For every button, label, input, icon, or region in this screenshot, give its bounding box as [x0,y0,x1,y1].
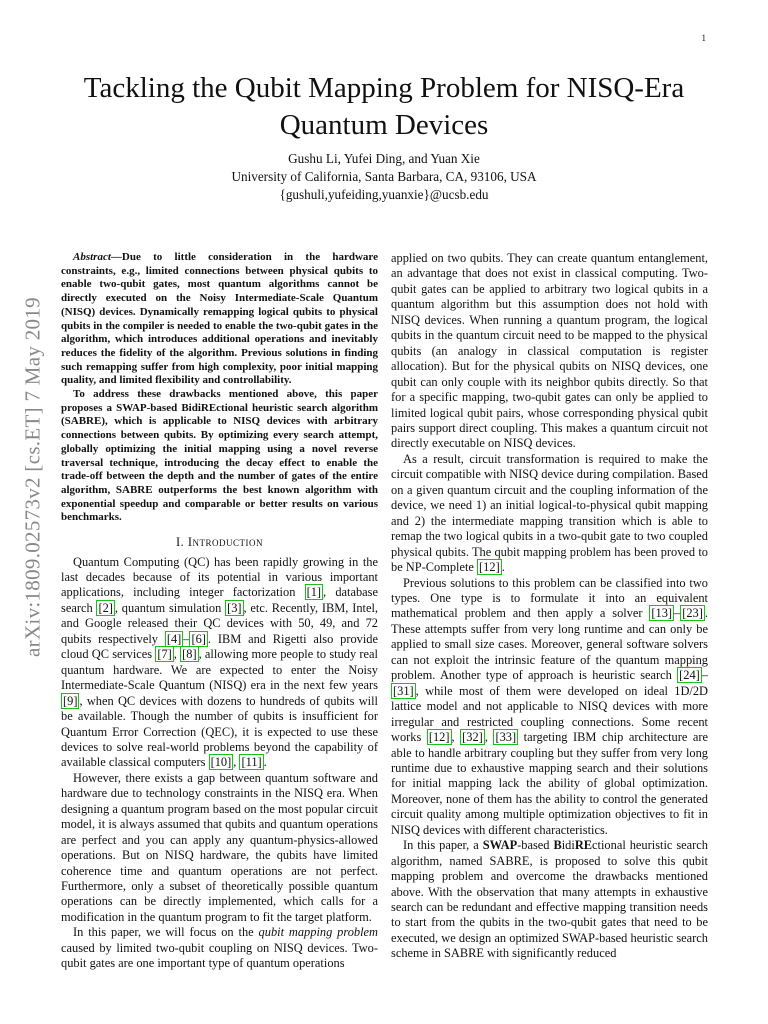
title-line-1: Tackling the Qubit Mapping Problem for NISQ-Era [83,72,685,104]
citation-link[interactable]: [12] [479,560,500,575]
citation-link[interactable]: [24] [679,668,700,683]
right-paragraph-3: Previous solutions to this problem can be classified into two types. One type is to formulate it into an equivalent mathematical problem and then apply a solver [13] – [23] . These attempts suffer from very long runtime and can only be applied to small size cases. Moreover, general software solvers can not exploit the intrinsic feature of the quantum mapping problem. Another type of approach is heuristic search [24] –[31] , while most of them were developed on ideal 1D/2D lattice model and not applicable to NISQ devices with more irregular and restricted coupling connections. Some recent works [12] , [32] , [33] targeting IBM chip architecture are able to handle arbitrary coupling but they suffer from very long runtime due to exhaustive mapping search and their solutions for initial mapping lack the ability of global optimization. Moreover, none of them has the ability to control the generated circuit quality among multiple optimization objectives to fit in NISQ devices with different characteristics. [391,575,709,837]
right-paragraph-4: In this paper, a SWAP-based BidiREctional heuristic search algorithm, named SABRE, is proposed to solve this qubit mapping problem and overcome the drawbacks mentioned above. With the observation that many attempts in exhaustive search can be redundant and effective mapping transition needs to start from the qubits in the two-qubit gates that need to be executed, we design an optimized SWAP-based heuristic search scheme in SABRE with significantly reduced [391,838,709,961]
intro-paragraph-3: In this paper, we will focus on the qubit mapping problem caused by limited two-qubit coupling on NISQ devices. Two-qubit gates are one important type of quantum operations [61,925,378,971]
section-title: Introduction [187,535,263,550]
right-paragraph-1: applied on two qubits. They can create quantum entanglement, an advantage that does not exist in classical computing. Two-qubit gates can be applied to arbitrary two logical qubits in a quantum algorithm but this assumption does not hold with NISQ devices. When running a quantum program, the logical qubits in the quantum circuit need to be mapped to the physical qubits (an analogy in classical computation is register allocation). But for the physical qubits on NISQ devices, one qubit can only couple with its neighbor qubits directly. So that for a specific mapping, two-qubit gates can only be applied to limited logical qubit pairs, whose corresponding physical qubit pairs support direct coupling. This makes a quantum circuit not directly executable on NISQ devices. [391,251,708,451]
citation-link[interactable]: [23] [682,606,703,621]
citation-link[interactable]: [2] [98,600,113,615]
intro-paragraph-2: However, there exists a gap between quantum software and hardware due to technology constraints in the NISQ era. When designing a quantum program based on the most popular circuit model, it is always assumed that qubits and quantum operations are perfect and you can apply any quantum-physics-allowed operations. But on NISQ hardware, the qubits have limited coherence time and quantum operations are not perfect. Furthermore, only a subset of theoretically possible quantum operations can be directly implemented, which calls for a modification in the quantum program to fit the target platform. [61,770,378,924]
affiliation: University of California, Santa Barbara, CA, 93106, USA [231,169,537,184]
right-column [391,251,708,962]
citation-link[interactable]: [13] [651,606,673,621]
page-number: 1 [701,33,706,43]
email: {gushuli,yufeiding,yuanxie}@ucsb.edu [279,187,489,202]
citation-link[interactable]: [3] [227,600,242,615]
abstract-paragraph-2: To address these drawbacks mentioned above, this paper proposes a SWAP-based BidiREctional heuristic search algorithm (SABRE), which is applicable to NISQ devices with arbitrary connections between qubits. By optimizing every search attempt, globally optimizing the initial mapping using a novel reverse traversal technique, introducing the decay effect to enable the trade-off between the depth and the number of gates of the entire algorithm, SABRE outperforms the best known algorithm with exponential speedup and comparable or better results on various benchmarks. [61,388,378,524]
citation-link[interactable]: [32] [462,730,483,745]
author-block [40,150,728,204]
arxiv-identifier: arXiv:1809.02573v2 [cs.ET] 7 May 2019 [20,297,45,657]
abstract-paragraph-1: Abstract—Due to little consideration in the hardware constraints, e.g., limited connections between physical qubits to enable two-qubit gates, most quantum algorithms cannot be directly executed on the Noisy Intermediate-Scale Quantum (NISQ) devices. Dynamically remapping logical qubits to physical qubits in the compiler is needed to enable the two-qubit gates in the algorithm, which introduces additional operations and inevitably reduces the fidelity of the algorithm. Previous solutions in finding such remapping suffer from high complexity, poor initial mapping quality, and limited flexibility and controllability. [61,251,378,387]
section-number: I. [176,535,185,550]
citation-link[interactable]: [33] [495,730,517,745]
author-names: Gushu Li, Yufei Ding, and Yuan Xie [288,151,480,166]
citation-link[interactable]: [31] [393,683,414,698]
citation-link[interactable]: [6] [191,631,206,646]
section-heading [61,535,378,550]
title-line-2: Quantum Devices [279,109,489,141]
citation-link[interactable]: [11] [241,755,262,770]
intro-paragraph-1: Quantum Computing (QC) has been rapidly growing in the last decades because of its potential in various important applications, including integer factorization [1] , database search [2] , quantum simulation [3] , etc. Recently, IBM, Intel, and Google released their QC devices with 50, 49, and 72 qubits respectively [4] – [6] . IBM and Rigetti also provide cloud QC services [7] , [8] , allowing more people to study real quantum hardware. We are expected to enter the Noisy Intermediate-Scale Quantum (NISQ) era in the next few years [9] , when QC devices with dozens to hundreds of qubits will be available. Though the number of qubits is insufficient for Quantum Error Correction (QEC), it is expected to use these devices to solve real-world problems beyond the capability of available classical computers [10] , [11] . [61,554,378,770]
citation-link[interactable]: [7] [157,647,172,662]
emphasized-term: qubit mapping problem [258,925,378,940]
abstract [61,251,378,525]
citation-link[interactable]: [4] [166,631,182,646]
citation-link[interactable]: [8] [182,647,197,662]
abstract-label: Abstract [73,251,111,263]
paper-title [40,70,728,144]
right-paragraph-2: As a result, circuit transformation is required to make the circuit compatible with NISQ device during compilation. Based on a given quantum circuit and the coupling information of the device, we need 1) an initial logical-to-physical qubit mapping and 2) the intermediate mapping transition which is able to remap the two logical qubits in a two-qubit gate to two coupled physical qubits. The qubit mapping problem has been proved to be NP-Complete [12] . [391,451,708,575]
arxiv-sidebar [3,262,63,692]
left-column [61,251,378,972]
citation-link[interactable]: [12] [428,730,450,745]
citation-link[interactable]: [10] [210,755,232,770]
citation-link[interactable]: [1] [306,585,322,600]
citation-link[interactable]: [9] [63,693,78,708]
